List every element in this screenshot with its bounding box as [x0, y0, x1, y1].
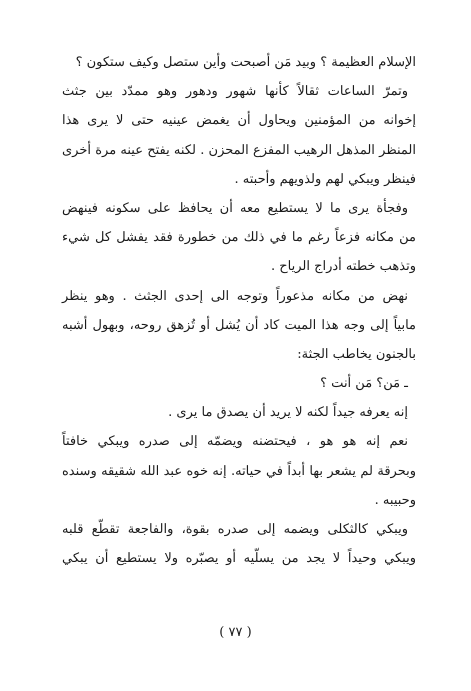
text-line: الإسلام العظيمة ؟ وبيد مَن أصبحت وأين ستصل وكيف ستكون ؟ — [75, 55, 416, 70]
text-line: ويبكي كالثكلى ويضمه إلى صدره بقوة، والفاجعة تقطّع قلبه — [62, 522, 408, 537]
text-line: ويبكي وحيداً لا يجد من يسلّيه أو يصبّره ولا يستطيع أن يبكي — [62, 551, 416, 567]
text-line: وتمرّ الساعات ثقالاً كأنها شهور ودهور وهو ممدّد بين جثث — [62, 84, 408, 100]
text-line: إنه يعرفه جيداً لكنه لا يريد أن يصدق ما يرى . — [168, 405, 408, 421]
text-line: من مكانه فزعاً رغم ما في ذلك من خطورة فقد يفشل كل شيء — [62, 230, 416, 246]
text-line: المنظر المذهل الرهيب المفزع المحزن . لكنه يفتح عينه مرة أخرى — [62, 142, 416, 158]
text-line: وبحرقة لم يشعر بها أبداً في حياته. إنه خوه عبد الله شقيقه وسنده — [62, 463, 416, 479]
text-line: نهض من مكانه مذعوراً وتوجه الى إحدى الجثث . وهو ينظر — [62, 288, 408, 304]
page-number: ( ٧٧ ) — [219, 625, 252, 640]
text-line: إخوانه من المؤمنين ويحاول أن يغمض عينيه حتى لا يرى هذا — [62, 113, 416, 129]
dialogue-line: ـ مَن؟ مَن أنت ؟ — [320, 376, 408, 392]
text-line: مابياً إلى وجه هذا الميت كاد أن يُشل أو تُزهق روحه، وبهول أشبه — [62, 317, 416, 333]
text-line: وفجأة يرى ما لا يستطيع معه أن يحافظ على سكونه فينهض — [62, 200, 408, 216]
text-line: نعم إنه هو هو ، فيحتضنه ويضمّه إلى صدره ويبكي خافتاً — [62, 434, 408, 450]
text-line: فينظر ويبكي لهم ولذويهم وأحبته . — [234, 171, 416, 187]
body-text — [62, 48, 416, 573]
text-line: بالجنون يخاطب الجثة: — [297, 346, 416, 362]
text-line: وتذهب خطته أدراج الرياح . — [271, 259, 416, 275]
text-line: وحبيبه . — [374, 492, 416, 508]
